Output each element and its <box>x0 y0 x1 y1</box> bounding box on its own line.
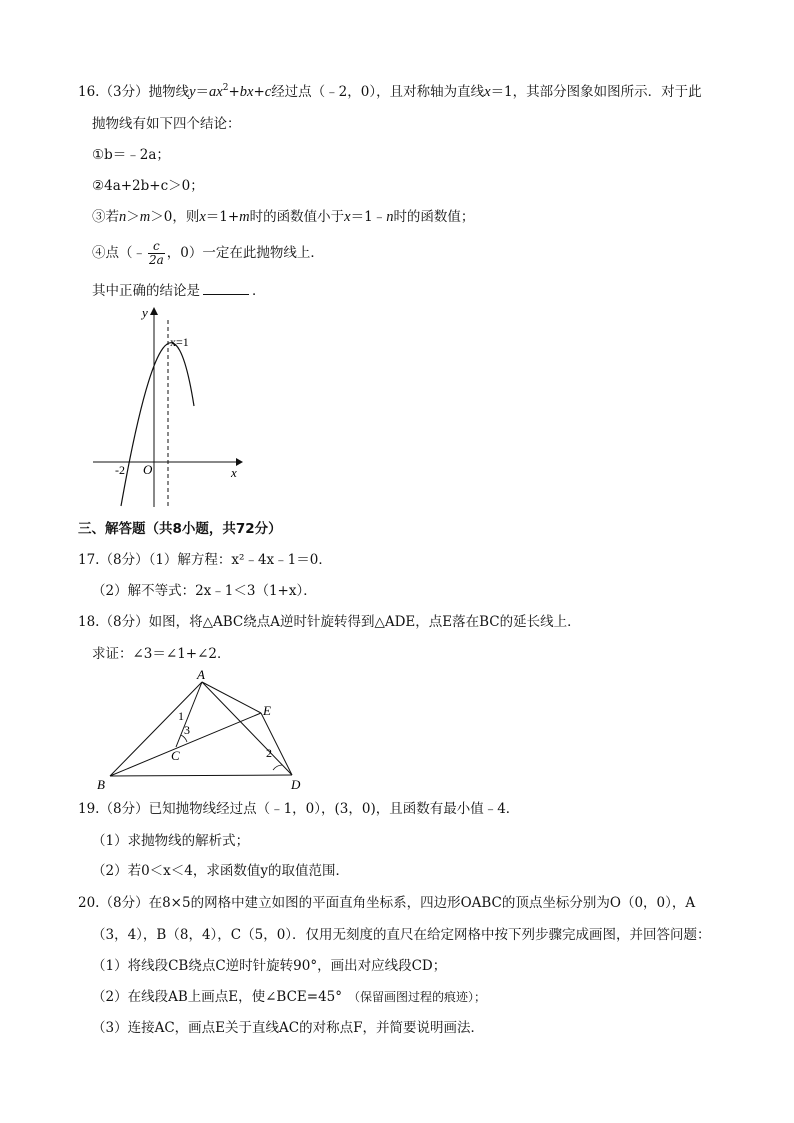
q17-part-2: （2）解不等式：2x﹣1＜3（1+x）． <box>92 583 317 599</box>
q16-c3-a: ③若 <box>92 209 119 225</box>
q16-conclusion-2: ②4a+2b+c＞0； <box>92 178 204 194</box>
x-axis-label: x <box>231 465 237 480</box>
q16-c3-c: 时的函数值小于 <box>249 209 345 225</box>
fraction-denominator: 2a <box>149 253 164 267</box>
q16-conclusion-3: ③若n＞m＞0，则x＝1+m时的函数值小于x＝1﹣n时的函数值； <box>92 209 475 225</box>
q16-score: （3分） <box>99 84 149 100</box>
q20-score: （8分） <box>99 895 149 911</box>
q18-triangle-figure <box>92 668 312 792</box>
section-3-title: 三、解答题（共8小题，共72分） <box>78 521 282 537</box>
q20-text-1: 在8×5的网格中建立如图的平面直角坐标系，四边形OABC的顶点坐标分别为O（0，0），A <box>148 895 696 911</box>
q16-question-text: 其中正确的结论是 <box>92 283 200 299</box>
q16-c4-a: ④点（﹣ <box>92 245 146 261</box>
q16-conclusion-1: ①b＝﹣2a； <box>92 147 170 163</box>
q17-score: （8分） <box>99 552 149 568</box>
q20-p2-a: （2）在线段AB上画点E，使∠BCE=45° <box>92 989 343 1005</box>
q16-c4-b: ，0）一定在此抛物线上． <box>166 245 324 261</box>
q16-intro-line-2: 抛物线有如下四个结论： <box>92 116 241 132</box>
q19-number: 19. <box>78 801 100 817</box>
angle-2-arc <box>273 765 282 770</box>
segment-AE <box>202 682 261 713</box>
q18-score: （8分） <box>99 614 149 630</box>
q16-intro-b: 经过点（﹣2，0），且对称轴为直线 <box>271 84 485 100</box>
angle-3-label: 3 <box>184 723 190 737</box>
q16-line-1: 16.（3分）抛物线$y=ax^2+bx+c$经过点（﹣2，0），且对称轴为直线x＝1，其部分图象如图所示．对于此 <box>78 83 702 100</box>
q16-conclusion-4 <box>92 238 324 268</box>
q16-parabola-graph <box>88 302 248 512</box>
q19-score: （8分） <box>99 801 149 817</box>
q20-part-3: （3）连接AC，画点E关于直线AC的对称点F，并简要说明画法． <box>92 1020 484 1036</box>
y-axis-label: y <box>142 305 148 320</box>
symmetry-axis-label: x=1 <box>170 335 189 349</box>
q20-part-2 <box>92 988 486 1006</box>
q16-formula: y <box>189 84 196 100</box>
angle-1-label: 1 <box>178 709 184 723</box>
q17-line-1 <box>78 551 332 569</box>
point-D-label: D <box>291 777 301 792</box>
q20-part-1: （1）将线段CB绕点C逆时针旋转90°，画出对应线段CD； <box>92 958 447 974</box>
q18-text: 如图，将△ABC绕点A逆时针旋转得到△ADE，点E落在BC的延长线上． <box>148 614 581 630</box>
origin-label: O <box>143 462 153 477</box>
q20-text-2: （3，4），B（8，4），C（5，0）．仅用无刻度的直尺在给定网格中按下列步骤完成画图，并回答问题： <box>92 927 711 943</box>
q20-number: 20. <box>78 895 100 911</box>
angle-2-label: 2 <box>266 746 272 760</box>
q16-question-end: ． <box>252 283 266 299</box>
segment-BD <box>110 775 292 776</box>
q19-part-2: （2）若0＜x＜4，求函数值y的取值范围． <box>92 863 350 879</box>
fraction-numerator: c <box>148 240 165 254</box>
root-label: -2 <box>115 463 125 477</box>
parabola-curve <box>121 343 194 506</box>
q17-number: 17. <box>78 552 100 568</box>
q16-fraction <box>148 240 165 267</box>
point-A-label: A <box>197 668 205 682</box>
segment-ED <box>261 713 292 775</box>
y-axis-arrow <box>150 307 158 315</box>
q18-prove: 求证：∠3＝∠1+∠2． <box>92 646 231 662</box>
q19-line-1 <box>78 800 519 818</box>
segment-AD <box>202 682 292 775</box>
point-E-label: E <box>263 703 271 718</box>
q16-intro-c: ，其部分图象如图所示．对于此 <box>512 84 702 100</box>
q20-p2-b: （保留画图过程的痕迹）； <box>348 990 487 1004</box>
q16-question <box>92 282 266 300</box>
q20-line-1 <box>78 894 695 912</box>
q18-line-1 <box>78 613 581 631</box>
q16-c3-b: ，则 <box>172 209 200 225</box>
q19-text: 已知抛物线经过点（﹣1，0），(3，0)，且函数有最小值﹣4． <box>148 801 520 817</box>
q18-number: 18. <box>78 614 100 630</box>
q19-part-1: （1）求抛物线的解析式； <box>92 833 250 849</box>
x-axis-arrow <box>236 458 243 466</box>
q17-part-1: （1）解方程：x²﹣4x﹣1＝0． <box>148 552 332 568</box>
q16-c3-d: 时的函数值； <box>393 209 475 225</box>
q16-intro-a: 抛物线 <box>148 84 190 100</box>
answer-blank[interactable] <box>203 282 249 295</box>
q16-number: 16. <box>78 84 100 100</box>
point-B-label: B <box>97 777 105 792</box>
point-C-label: C <box>171 748 180 763</box>
